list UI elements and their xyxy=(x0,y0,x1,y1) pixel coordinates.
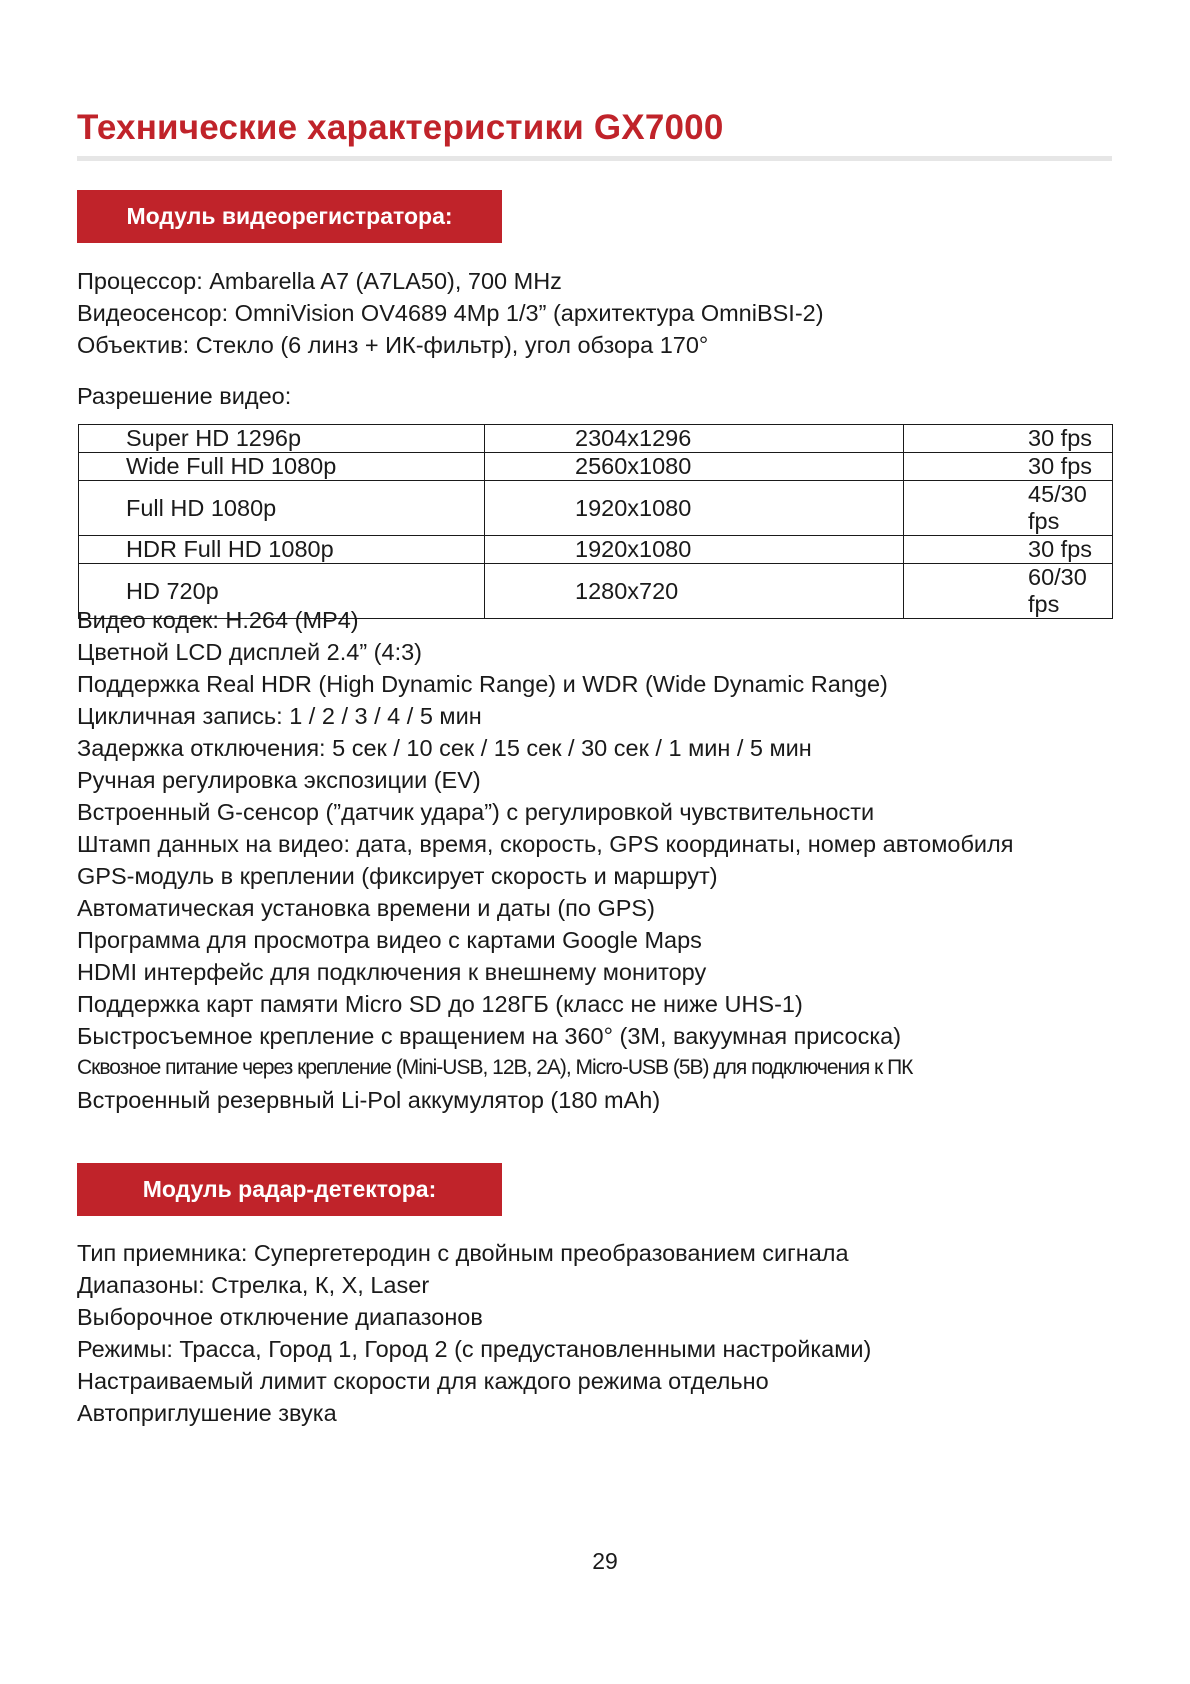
table-row xyxy=(79,536,1113,564)
spec-line: Штамп данных на видео: дата, время, скорость, GPS координаты, номер автомобиля xyxy=(77,831,1014,857)
table-cell-resolution: 1920x1080 xyxy=(485,536,904,564)
table-cell-fps: 30 fps xyxy=(904,453,1113,481)
page-number: 29 xyxy=(592,1548,618,1574)
spec-line: Процессор: Ambarella A7 (A7LA50), 700 MHz xyxy=(77,268,562,294)
spec-line: Сквозное питание через крепление (Mini-USB, 12В, 2А), Micro-USB (5В) для подключения к ПК xyxy=(77,1056,913,1079)
spec-line: Встроенный G-сенсор (”датчик удара”) с регулировкой чувствительности xyxy=(77,799,875,825)
table-cell-mode: Full HD 1080p xyxy=(79,481,485,536)
spec-line: Цикличная запись: 1 / 2 / 3 / 4 / 5 мин xyxy=(77,703,482,729)
spec-line: Программа для просмотра видео с картами Google Maps xyxy=(77,927,702,953)
spec-line: Видеосенсор: OmniVision OV4689 4Mp 1/3” (архитектура OmniBSI-2) xyxy=(77,300,824,326)
resolution-label: Разрешение видео: xyxy=(77,383,292,409)
video-specs-top xyxy=(77,265,1137,361)
spec-line: Автоматическая установка времени и даты (по GPS) xyxy=(77,895,655,921)
radar-specs xyxy=(77,1237,1137,1429)
spec-line: Быстросъемное крепление с вращением на 360° (3M, вакуумная присоска) xyxy=(77,1023,902,1049)
table-cell-resolution: 2560x1080 xyxy=(485,453,904,481)
spec-line: Цветной LCD дисплей 2.4” (4:3) xyxy=(77,639,422,665)
spec-line: Задержка отключения: 5 сек / 10 сек / 15 сек / 30 сек / 1 мин / 5 мин xyxy=(77,735,812,761)
spec-line: Выборочное отключение диапазонов xyxy=(77,1304,483,1330)
table-row xyxy=(79,425,1113,453)
video-specs-bottom xyxy=(77,604,1137,1116)
table-row xyxy=(79,481,1113,536)
spec-line: Встроенный резервный Li-Pol аккумулятор (180 mAh) xyxy=(77,1087,661,1113)
spec-line: Ручная регулировка экспозиции (EV) xyxy=(77,767,481,793)
section-heading-radar-module: Модуль радар-детектора: xyxy=(77,1163,502,1216)
table-cell-fps: 30 fps xyxy=(904,536,1113,564)
title-underline xyxy=(77,156,1112,161)
spec-line: Поддержка Real HDR (High Dynamic Range) и WDR (Wide Dynamic Range) xyxy=(77,671,888,697)
spec-line: GPS-модуль в креплении (фиксирует скорость и маршрут) xyxy=(77,863,718,889)
table-cell-resolution: 2304x1296 xyxy=(485,425,904,453)
spec-line: Режимы: Трасса, Город 1, Город 2 (с предустановленными настройками) xyxy=(77,1336,872,1362)
section-heading-video-module: Модуль видеорегистратора: xyxy=(77,190,502,243)
spec-line: Объектив: Стекло (6 линз + ИК-фильтр), угол обзора 170° xyxy=(77,332,709,358)
spec-line: HDMI интерфейс для подключения к внешнему монитору xyxy=(77,959,707,985)
table-cell-fps: 30 fps xyxy=(904,425,1113,453)
table-cell-resolution: 1920x1080 xyxy=(485,481,904,536)
table-cell-mode: Super HD 1296p xyxy=(79,425,485,453)
table-cell-fps: 45/30 fps xyxy=(904,481,1113,536)
table-cell-mode: HD 720p xyxy=(79,564,485,619)
spec-line: Автоприглушение звука xyxy=(77,1400,337,1426)
table-row xyxy=(79,453,1113,481)
spec-line: Диапазоны: Стрелка, К, Х, Laser xyxy=(77,1272,430,1298)
page-title: Технические характеристики GX7000 xyxy=(77,108,724,147)
spec-line: Настраиваемый лимит скорости для каждого режима отдельно xyxy=(77,1368,769,1394)
spec-line: Поддержка карт памяти Micro SD до 128ГБ (класс не ниже UHS-1) xyxy=(77,991,803,1017)
spec-line: Тип приемника: Супергетеродин с двойным преобразованием сигнала xyxy=(77,1240,849,1266)
table-cell-mode: HDR Full HD 1080p xyxy=(79,536,485,564)
table-cell-resolution: 1280x720 xyxy=(485,564,904,619)
table-cell-fps: 60/30 fps xyxy=(904,564,1113,619)
table-cell-mode: Wide Full HD 1080p xyxy=(79,453,485,481)
spec-line: Видео кодек: H.264 (MP4) xyxy=(77,607,359,633)
resolution-table xyxy=(78,424,1113,619)
